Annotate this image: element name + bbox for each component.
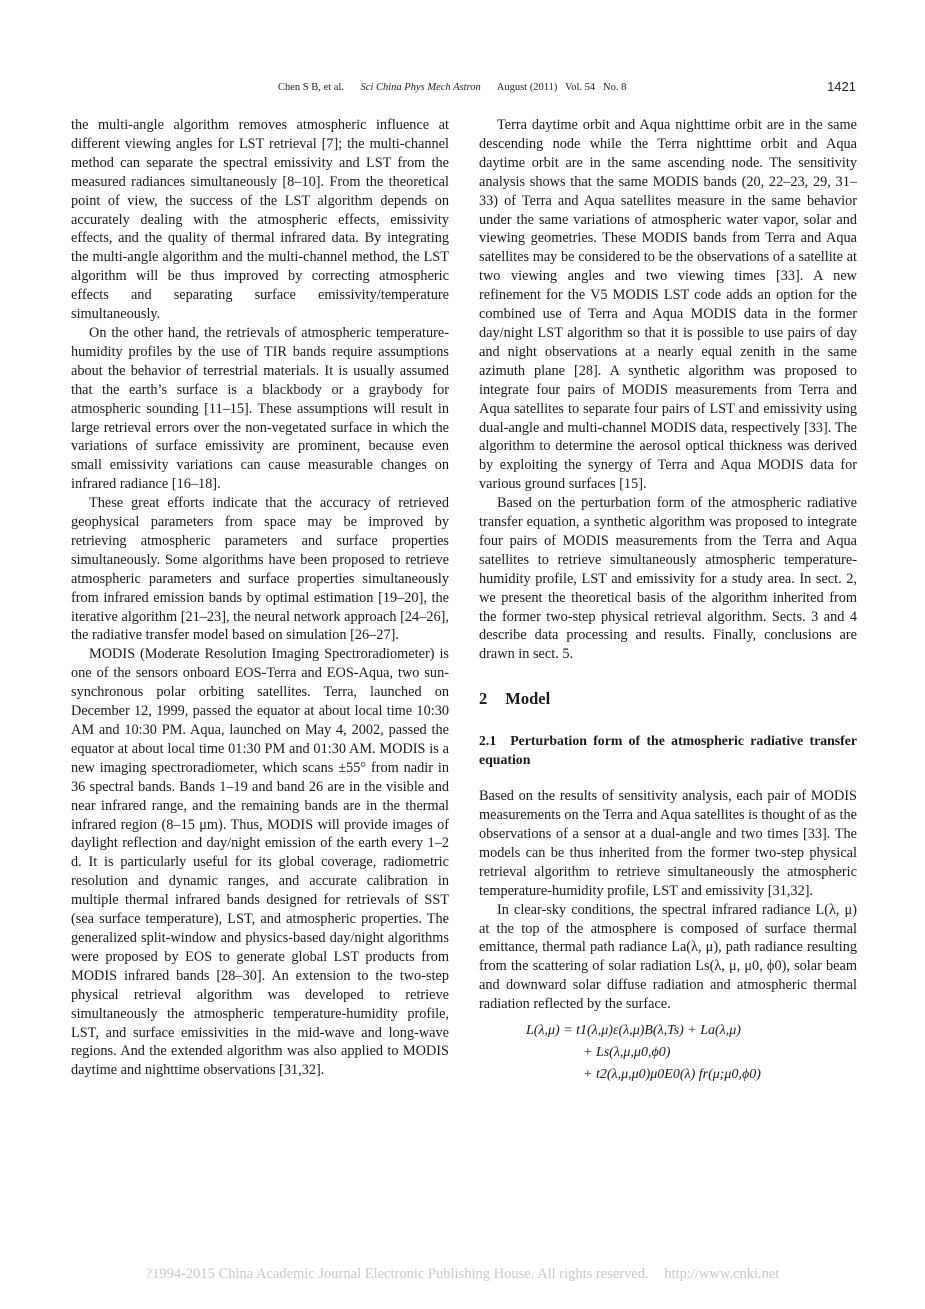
header-authors: Chen S B, et al. xyxy=(278,82,344,93)
paragraph: On the other hand, the retrievals of atmospheric temperature-humidity profiles by the use of TIR bands require assumptions about the behavior of terrestrial materials. It is usually assumed that the earth’s surface is a blackbody or a graybody for atmospheric sounding [11–15]. These assumptions will result in large retrieval errors over the non-vegetated surface in which the variations of surface emissivity are prominent, because even small emissivity variations can cause measurable changes on infrared radiance [16–18]. xyxy=(71,324,449,493)
subsection-number: 2.1 xyxy=(479,733,497,749)
header-journal: Sci China Phys Mech Astron xyxy=(360,82,481,93)
watermark-footer xyxy=(0,1266,925,1283)
section-number: 2 xyxy=(479,689,488,709)
page-number: 1421 xyxy=(827,79,856,94)
paragraph: the multi-angle algorithm removes atmospheric influence at different viewing angles for LST retrieval [7]; the multi-channel method can separate the spectral emissivity and LST from the measured radiances simultaneously [8–10]. From the theoretical point of view, the success of the LST algorithm depends on accurately dealing with the atmospheric effects, emissivity effects, and the quality of thermal infrared data. By integrating the multi-angle algorithm and the multi-channel method, the LST algorithm will be thus improved by correcting atmospheric effects and separating surface emissivity/temperature simultaneously. xyxy=(71,117,449,323)
header-meta xyxy=(278,82,640,93)
equation-line: L(λ,μ) = t1(λ,μ)ε(λ,μ)B(λ,Ts) + La(λ,μ) xyxy=(526,1023,741,1039)
right-column xyxy=(479,116,857,1086)
subsection-heading xyxy=(479,731,857,769)
paragraph: Terra daytime orbit and Aqua nighttime orbit are in the same descending node while the Terra nighttime orbit and Aqua daytime orbit are in the same ascending node. The sensitivity analysis shows that the same MODIS bands (20, 22–23, 29, 31–33) of Terra and Aqua satellites measure in the same behavior under the same variations of atmospheric water vapor, solar and viewing geometries. These MODIS bands from Terra and Aqua satellites may be considered to be the observations of a satellite at two viewing angles and two viewing times [33]. A new refinement for the V5 MODIS LST code adds an option for the combined use of Terra and Aqua MODIS data in the former day/night LST algorithm so that it is possible to use pairs of day and night observations at a nearly equal zenith in the same azimuth plane [28]. A synthetic algorithm was proposed to integrate four pairs of MODIS measurements from Terra and Aqua satellites to separate four pairs of LST and emissivity using dual-angle and multi-channel MODIS data, respectively [33]. The algorithm to determine the aerosol optical thickness was derived by exploiting the synergy of Terra and Aqua MODIS data for various ground surfaces [15]. xyxy=(479,117,857,493)
paragraph: MODIS (Moderate Resolution Imaging Spectroradiometer) is one of the sensors onboard EOS-Terra and EOS-Aqua, two sun-synchronous polar orbiting satellites. Terra, launched on December 12, 1999, passed the equator at about local time 10:30 AM and 10:30 PM. Aqua, launched on May 4, 2002, passed the equator at about local time 01:30 PM and 01:30 AM. MODIS is a new imaging spectroradiometer, which scans ±55° from nadir in 36 spectral bands. Bands 1–19 and band 26 are in the visible and near infrared range, and the remaining bands are in the thermal infrared region (8–15 μm). Thus, MODIS will provide images of daylight reflection and day/night emission of the earth every 1–2 d. It is particularly useful for its global coverage, radiometric resolution and dynamic ranges, and accurate calibration in multiple thermal infrared bands designed for retrievals of SST (sea surface temperature), LST, and atmospheric properties. The generalized split-window and physics-based day/night algorithms were proposed by EOS to generate global LST products from MODIS infrared bands [28–30]. An extension to the two-step physical retrieval algorithm was developed to retrieve simultaneously the atmospheric temperature-humidity profile, LST, and surface emissivities in the mid-wave and long-wave regions. And the extended algorithm was also applied to MODIS daytime and nighttime observations [31,32]. xyxy=(71,646,449,1079)
section-title: Model xyxy=(505,689,551,709)
footer-url[interactable]: http://www.cnki.net xyxy=(664,1266,780,1282)
paragraph: Based on the results of sensitivity analysis, each pair of MODIS measurements on the Terra and Aqua satellites is thought of as the observations of a sensor at a dual-angle and two times [33]. The models can be thus inherited from the former two-step physical retrieval algorithm to retrieve simultaneously the atmospheric temperature-humidity profile, LST and emissivity [31,32]. xyxy=(479,788,857,899)
paragraph: These great efforts indicate that the accuracy of retrieved geophysical parameters from space may be improved by retrieving atmospheric parameters and surface properties simultaneously. Some algorithms have been proposed to retrieve atmospheric parameters and surface properties simultaneously from infrared emission bands by optimal estimation [19–20], the iterative algorithm [21–23], the neural network approach [24–26], the radiative transfer model based on simulation [26–27]. xyxy=(71,495,449,644)
paragraph: In clear-sky conditions, the spectral infrared radiance L(λ, μ) at the top of the atmosphere is composed of surface thermal emittance, thermal path radiance La(λ, μ), path radiance resulting from the scattering of solar radiation Ls(λ, μ, μ0, ϕ0), solar beam and downward solar diffuse radiation and atmospheric thermal radiation reflected by the surface. xyxy=(479,901,857,1013)
paragraph: Based on the perturbation form of the atmospheric radiative transfer equation, a synthetic algorithm was proposed to integrate four pairs of MODIS measurements from the Terra and Aqua satellites to retrieve simultaneously atmospheric temperature-humidity profile, LST and emissivity for a study area. In sect. 2, we present the theoretical basis of the algorithm inherited from the former two-step physical retrieval algorithm. Sects. 3 and 4 describe data processing and results. Finally, conclusions are drawn in sect. 5. xyxy=(479,495,857,663)
running-header xyxy=(0,79,925,97)
subsection-title: Perturbation form of the atmospheric radiative transfer equation xyxy=(479,733,857,768)
section-heading xyxy=(479,690,857,709)
header-issue: August (2011) Vol. 54 No. 8 xyxy=(496,82,627,93)
footer-copyright: ?1994-2015 China Academic Journal Electronic Publishing House. All rights reserved. xyxy=(145,1266,649,1282)
equation-line: + Ls(λ,μ,μ0,ϕ0) xyxy=(583,1045,671,1061)
equation-line: + t2(λ,μ,μ0)μ0E0(λ) fr(μ;μ0,ϕ0) xyxy=(583,1067,761,1083)
left-column xyxy=(71,116,449,1080)
equation xyxy=(479,1020,857,1086)
